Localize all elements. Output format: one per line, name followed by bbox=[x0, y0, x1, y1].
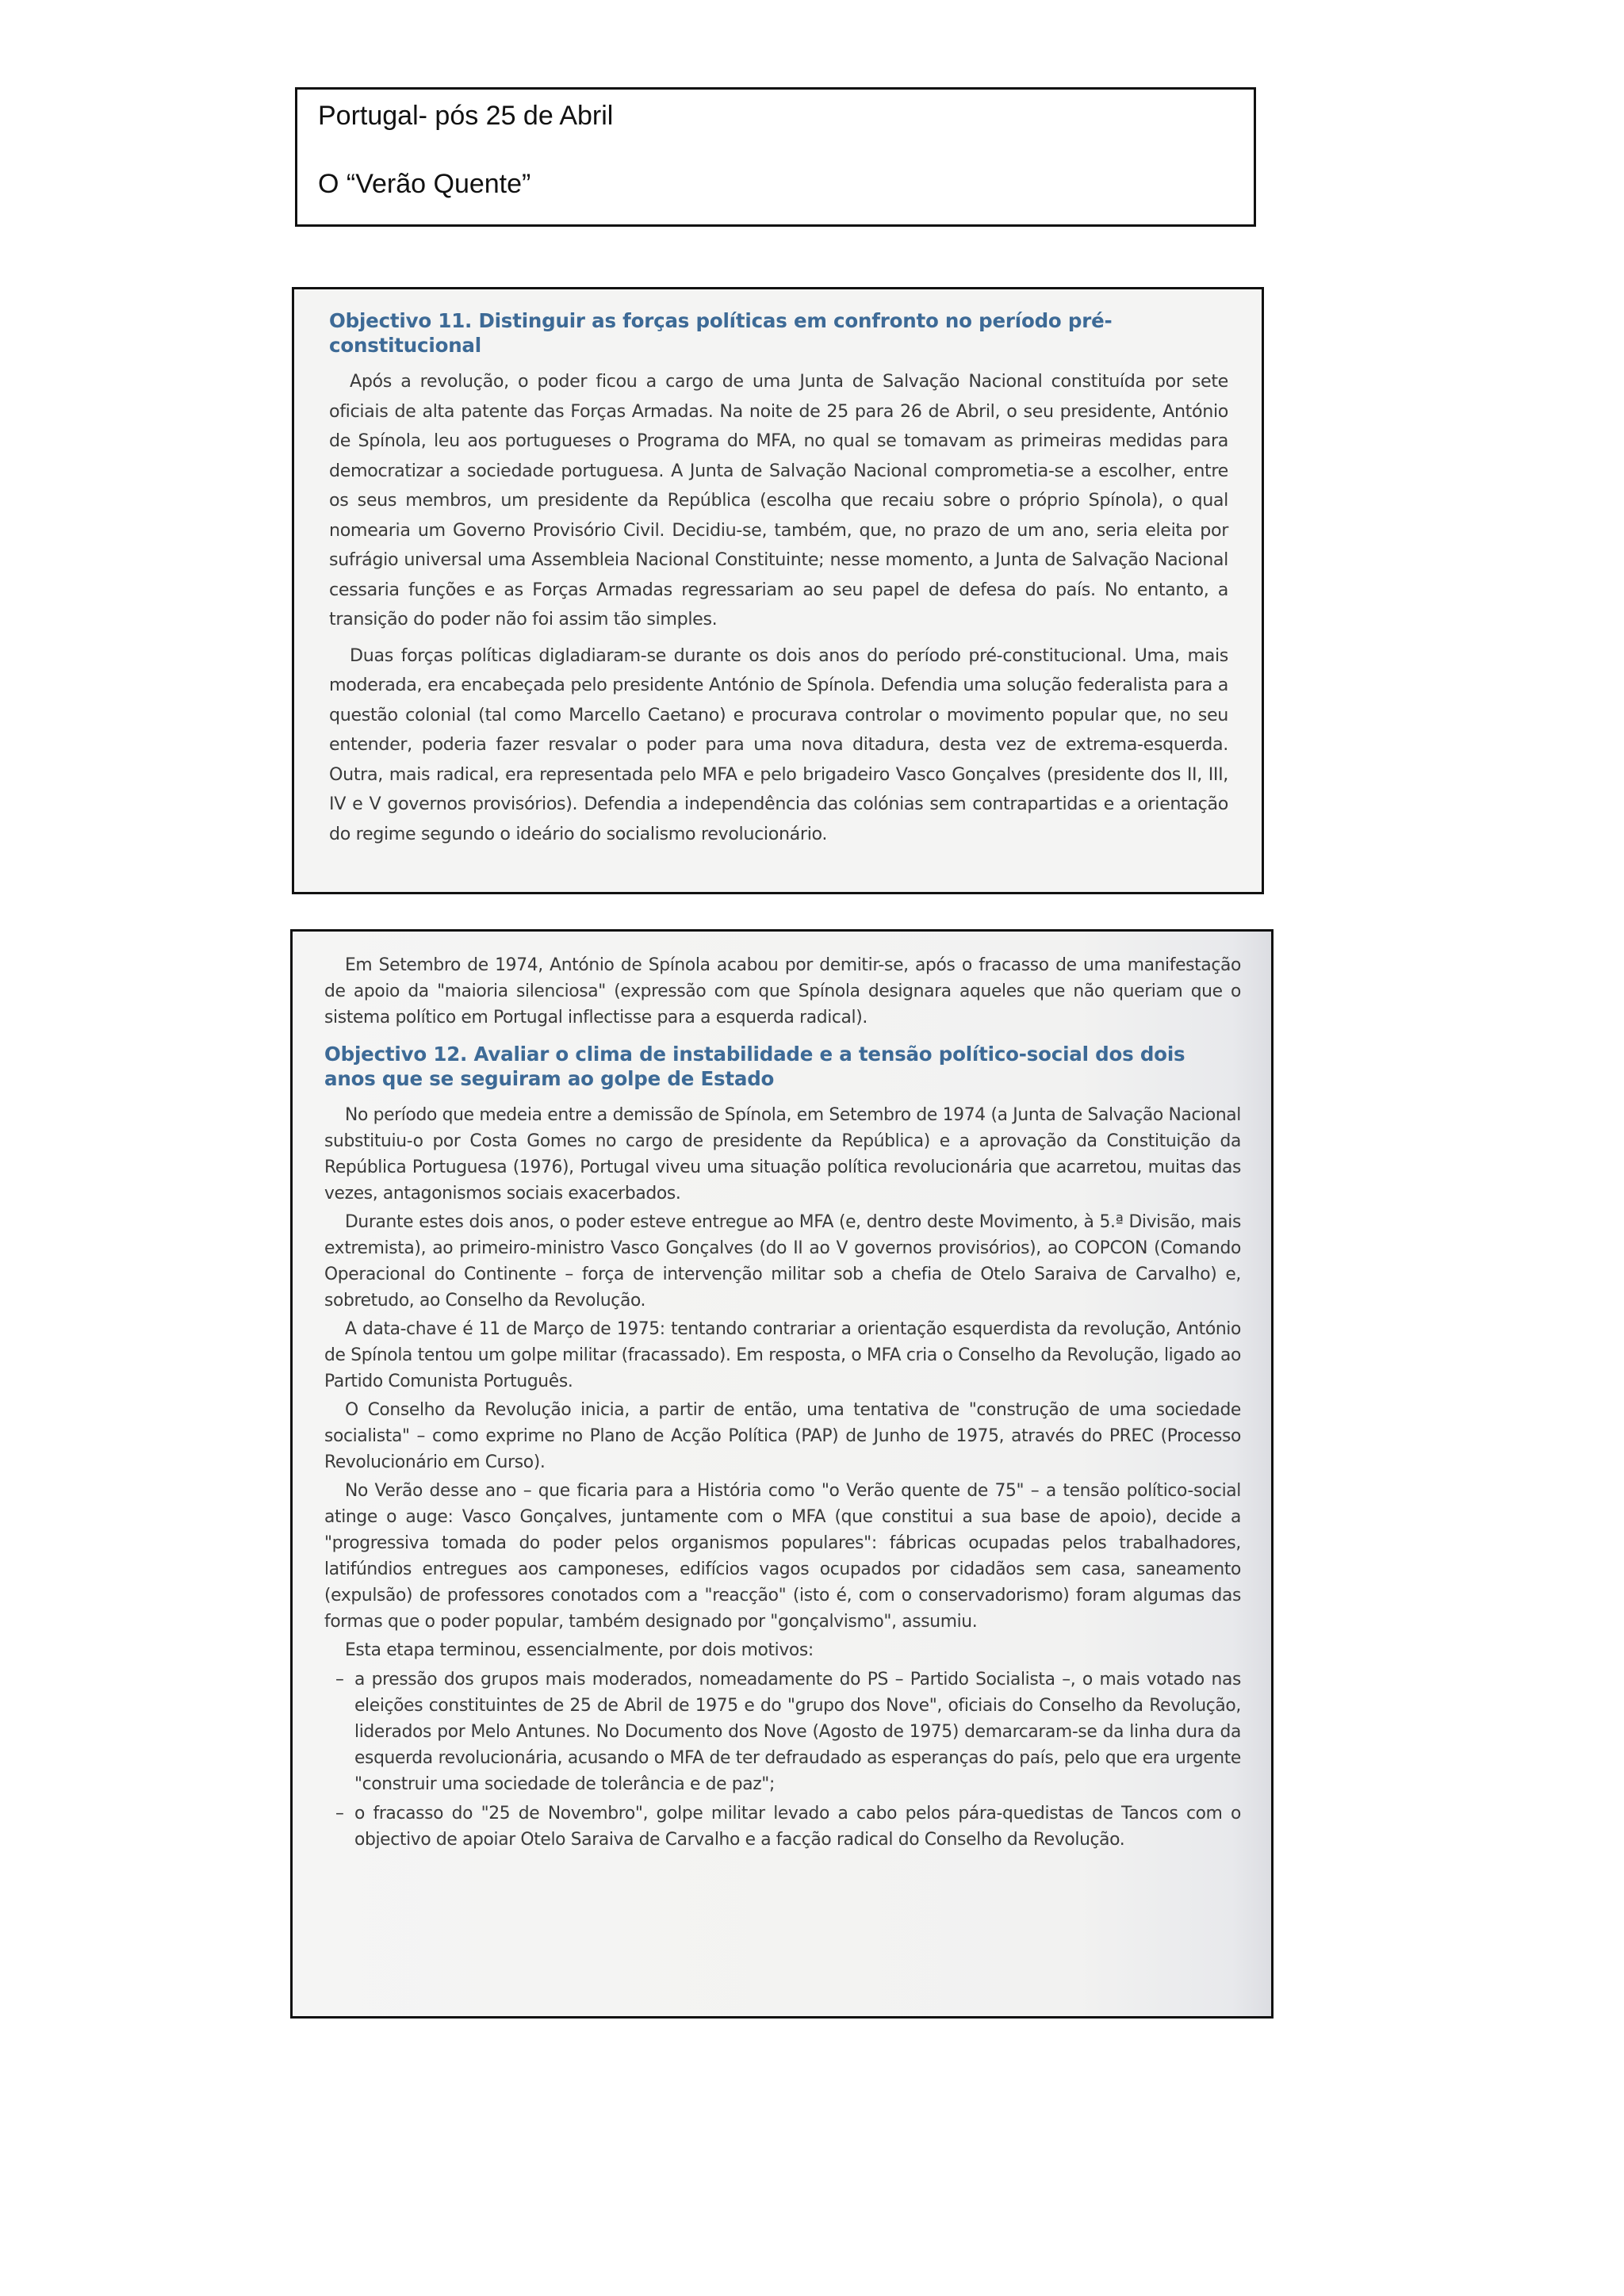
paragraph: O Conselho da Revolução inicia, a partir de então, uma tentativa de "construção de uma sociedade socialista" – como exprime no Plano de Acção Política (PAP) de Junho de 1975, através do PREC (Processo Revolucionário em Curso). bbox=[324, 1400, 1241, 1472]
page-subtitle: O “Verão Quente” bbox=[318, 169, 531, 199]
list-item bbox=[324, 1800, 1241, 1853]
paragraph: Após a revolução, o poder ficou a cargo de uma Junta de Salvação Nacional constituída por sete oficiais de alta patente das Forças Armadas. Na noite de 25 para 26 de Abril, o seu presidente, António de Spínola, leu aos portugueses o Programa do MFA, no qual se tomavam as primeiras medidas para democratizar a sociedade portuguesa. A Junta de Salvação Nacional comprometia-se a escolher, entre os seus membros, um presidente da República (escolha que recaiu sobre o próprio Spínola), o qual nomearia um Governo Provisório Civil. Decidiu-se, também, que, no prazo de um ano, seria eleita por sufrágio universal uma Assembleia Nacional Constituinte; nesse momento, a Junta de Salvação Nacional cessaria funções e as Forças Armadas regressariam ao seu papel de defesa do país. No entanto, a transição do poder não foi assim tão simples. bbox=[329, 371, 1228, 629]
page-title: Portugal- pós 25 de Abril bbox=[318, 101, 614, 131]
objective-12-heading: Objectivo 12. Avaliar o clima de instabilidade e a tensão político-social dos dois anos que se seguiram ao golpe de Estado bbox=[324, 1043, 1185, 1090]
intro-paragraph: Em Setembro de 1974, António de Spínola acabou por demitir-se, após o fracasso de uma manifestação de apoio da "maioria silenciosa" (expressão com que Spínola designara aqueles que não queriam que o sistema político em Portugal inflectisse para a esquerda radical). bbox=[324, 955, 1241, 1027]
list-item bbox=[324, 1667, 1241, 1797]
bullet-marker: – bbox=[335, 1670, 344, 1689]
scanned-excerpt-objectivo-11 bbox=[292, 287, 1264, 894]
scanned-excerpt-objectivo-12 bbox=[290, 929, 1274, 2019]
bullet-marker: – bbox=[335, 1804, 344, 1823]
paragraph: No período que medeia entre a demissão de Spínola, em Setembro de 1974 (a Junta de Salvação Nacional substituiu-o por Costa Gomes no cargo de presidente da República) e a aprovação da Constituição da República Portuguesa (1976), Portugal viveu uma situação política revolucionária que acarretou, muitas das vezes, antagonismos sociais exacerbados. bbox=[324, 1105, 1241, 1203]
paragraph: Durante estes dois anos, o poder esteve entregue ao MFA (e, dentro deste Movimento, à 5.ª Divisão, mais extremista), ao primeiro-ministro Vasco Gonçalves (do II ao V governos provisórios), ao COPCON (Comando Operacional do Continente – força de intervenção militar sob a chefia de Otelo Saraiva de Carvalho) e, sobretudo, ao Conselho da Revolução. bbox=[324, 1212, 1241, 1311]
paragraph: A data-chave é 11 de Março de 1975: tentando contrariar a orientação esquerdista da revolução, António de Spínola tentou um golpe militar (fracassado). Em resposta, o MFA cria o Conselho da Revolução, ligado ao Partido Comunista Português. bbox=[324, 1319, 1241, 1391]
objective-11-heading: Objectivo 11. Distinguir as forças políticas em confronto no período pré-constitucional bbox=[329, 309, 1113, 357]
paragraph: Esta etapa terminou, essencialmente, por dois motivos: bbox=[345, 1640, 814, 1660]
list-item-text: a pressão dos grupos mais moderados, nomeadamente do PS – Partido Socialista –, o mais votado nas eleições constituintes de 25 de Abril de 1975 e do "grupo dos Nove", oficiais do Conselho da Revolução, liderados por Melo Antunes. No Documento dos Nove (Agosto de 1975) demarcaram-se da linha dura da esquerda revolucionária, acusando o MFA de ter defraudado as esperanças do país, pelo que era urgente "construir uma sociedade de tolerância e de paz"; bbox=[354, 1670, 1241, 1794]
title-box bbox=[295, 87, 1256, 227]
paragraph: Duas forças políticas digladiaram-se durante os dois anos do período pré-constitucional. Uma, mais moderada, era encabeçada pelo presidente António de Spínola. Defendia uma solução federalista para a questão colonial (tal como Marcello Caetano) e procurava controlar o movimento popular que, no seu entender, poderia fazer resvalar o poder para uma nova ditadura, desta vez de extrema-esquerda. Outra, mais radical, era representada pelo MFA e pelo brigadeiro Vasco Gonçalves (presidente dos II, III, IV e V governos provisórios). Defendia a independência das colónias sem contrapartidas e a orientação do regime segundo o ideário do socialismo revolucionário. bbox=[329, 645, 1228, 844]
paragraph: No Verão desse ano – que ficaria para a História como "o Verão quente de 75" – a tensão político-social atinge o auge: Vasco Gonçalves, juntamente com o MFA (que constitui a sua base de apoio), decide a "progressiva tomada do poder pelos organismos populares": fábricas ocupadas pelos trabalhadores, latifúndios entregues aos camponeses, edifícios vagos ocupados por cidadãos sem casa, saneamento (expulsão) de professores conotados com a "reacção" (isto é, com o conservadorismo) foram algumas das formas que o poder popular, também designado por "gonçalvismo", assumiu. bbox=[324, 1481, 1241, 1632]
list-item-text: o fracasso do "25 de Novembro", golpe militar levado a cabo pelos pára-quedistas de Tancos com o objectivo de apoiar Otelo Saraiva de Carvalho e a facção radical do Conselho da Revolução. bbox=[354, 1804, 1241, 1850]
